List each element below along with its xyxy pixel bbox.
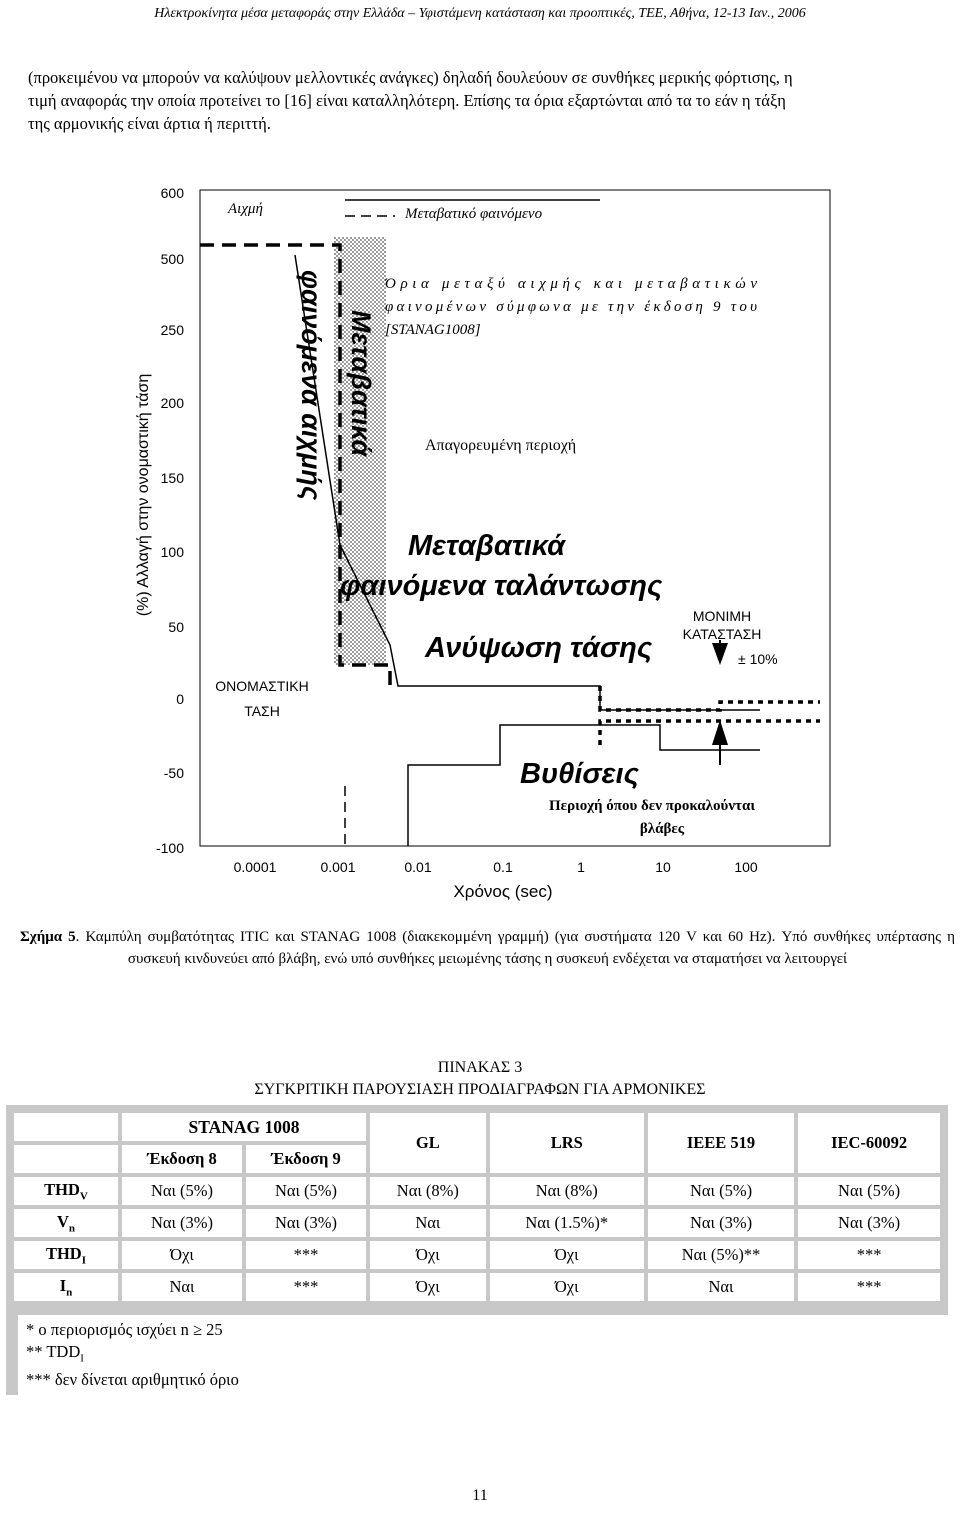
no-damage-line1: Περιοχή όπου δεν προκαλούνται bbox=[549, 798, 755, 814]
spec-table-container bbox=[6, 1105, 948, 1395]
footnote: ** $TDD_I$ bbox=[26, 1342, 84, 1365]
itic-curve-figure bbox=[0, 175, 960, 905]
steady-up-arrow-icon bbox=[712, 720, 728, 745]
column-header: IEC-60092 bbox=[798, 1113, 940, 1173]
table-cell: Όχι bbox=[490, 1241, 644, 1269]
y-tick: 50 bbox=[168, 619, 184, 635]
table-cell: Ναι (3%) bbox=[122, 1209, 242, 1237]
steady-state-line2: ΚΑΤΑΣΤΑΣΗ bbox=[682, 626, 762, 642]
caption-text: . Καμπύλη συμβατότητας ITIC και STANAG 1008 (διακεκομμένη γραμμή) (για συστήματα 120 V και 60 Hz). Υπό συνθήκες υπέρτασης η συσκευή κινδυνεύει από βλάβη, ενώ υπό συνθήκες μειωμένης τάσης η συσκευή ενδέχεται να σταματήσει να λειτουργεί bbox=[75, 929, 955, 967]
table-cell: Ναι (8%) bbox=[370, 1177, 486, 1205]
body-paragraph bbox=[28, 66, 940, 135]
table-cell: Όχι bbox=[122, 1241, 242, 1269]
y-tick: 100 bbox=[160, 544, 184, 560]
y-axis-label: (%) Αλλαγή στην ονομαστική τάση bbox=[135, 373, 152, 617]
table-cell: Ναι (5%)** bbox=[648, 1241, 794, 1269]
y-tick: 200 bbox=[160, 395, 184, 411]
stanag-lower-dashed bbox=[600, 686, 820, 710]
y-tick: -100 bbox=[155, 840, 184, 856]
table-cell: *** bbox=[246, 1273, 366, 1301]
x-tick: 100 bbox=[734, 859, 758, 875]
limits-note-line: [STANAG1008] bbox=[385, 322, 481, 338]
legend-transient-label: Μεταβατικό φαινόμενο bbox=[405, 206, 543, 222]
corner-cell bbox=[14, 1113, 118, 1141]
table-row bbox=[14, 1177, 940, 1205]
tolerance-label: ± 10% bbox=[738, 651, 778, 667]
table-cell: Ναι (3%) bbox=[246, 1209, 366, 1237]
table-cell: Ναι (8%) bbox=[490, 1177, 644, 1205]
limits-note-line: Όρια μεταξύ αιχμής και μεταβατικών bbox=[385, 276, 757, 292]
y-tick: -50 bbox=[163, 765, 184, 781]
running-header: Ηλεκτροκίνητα μέσα μεταφοράς στην Ελλάδα – Υφιστάμενη κατάσταση και προοπτικές, ΤΕΕ, Αθήνα, 12-13 Ιαν., 2006 bbox=[154, 6, 806, 21]
steady-state-line1: ΜΟΝΙΜΗ bbox=[692, 608, 752, 624]
column-header: IEEE 519 bbox=[648, 1113, 794, 1173]
x-tick: 0.001 bbox=[320, 859, 356, 875]
table-row bbox=[14, 1241, 940, 1269]
column-header: LRS bbox=[490, 1113, 644, 1173]
y-tick: 500 bbox=[160, 251, 184, 267]
row-label: $I_n$ bbox=[14, 1273, 118, 1301]
table-row bbox=[14, 1209, 940, 1237]
x-tick: 1 bbox=[577, 859, 585, 875]
table-cell: *** bbox=[798, 1241, 940, 1269]
y-tick: 600 bbox=[160, 185, 184, 201]
osc-label-line2: φαινόμενα ταλάντωσης bbox=[340, 570, 663, 602]
table-row bbox=[14, 1273, 940, 1301]
table-cell: Όχι bbox=[370, 1241, 486, 1269]
table-cell: Ναι (1.5%)* bbox=[490, 1209, 644, 1237]
stanag-header: STANAG 1008 bbox=[122, 1113, 366, 1141]
table-cell: Ναι bbox=[122, 1273, 242, 1301]
y-axis-ticks bbox=[156, 185, 184, 856]
y-tick: 0 bbox=[176, 691, 184, 707]
table-cell: *** bbox=[246, 1241, 366, 1269]
table-cell: Όχι bbox=[490, 1273, 644, 1301]
table-cell: Ναι (5%) bbox=[798, 1177, 940, 1205]
spec-table bbox=[10, 1109, 944, 1305]
swell-label: Ανύψωση τάσης bbox=[425, 632, 653, 664]
row-label: $V_n$ bbox=[14, 1209, 118, 1237]
table-footnotes bbox=[18, 1315, 952, 1395]
table-cell: Ναι (5%) bbox=[246, 1177, 366, 1205]
table-cell: Ναι bbox=[648, 1273, 794, 1301]
forbidden-region-label: Απαγορευμένη περιοχή bbox=[425, 437, 577, 454]
table-title bbox=[0, 1057, 960, 1101]
corner-cell bbox=[14, 1145, 118, 1173]
figure-caption bbox=[20, 926, 955, 970]
table-cell: *** bbox=[798, 1273, 940, 1301]
y-tick: 250 bbox=[160, 322, 184, 338]
steady-down-arrow-icon bbox=[712, 643, 728, 665]
edition-header: Έκδοση 9 bbox=[246, 1145, 366, 1173]
x-tick: 0.0001 bbox=[233, 859, 277, 875]
limits-note-line: φαινομένων σύμφωνα με την έκδοση 9 του bbox=[385, 299, 758, 315]
x-tick: 0.1 bbox=[493, 859, 513, 875]
table-cell: Ναι (3%) bbox=[798, 1209, 940, 1237]
table-cell: Ναι (5%) bbox=[122, 1177, 242, 1205]
nominal-line1: ΟΝΟΜΑΣΤΙΚΗ bbox=[215, 678, 309, 694]
no-damage-line2: βλάβες bbox=[639, 821, 685, 837]
x-axis-ticks bbox=[234, 859, 758, 875]
edition-header: Έκδοση 8 bbox=[122, 1145, 242, 1173]
paragraph-line: τιμή αναφοράς την οποία προτείνει το [16] είναι καταλληλότερη. Επίσης τα όρια εξαρτώνται από τα το εάν η τάξη bbox=[28, 91, 786, 110]
table-cell: Ναι (3%) bbox=[648, 1209, 794, 1237]
footnote: *** δεν δίνεται αριθμητικό όριο bbox=[26, 1370, 239, 1390]
row-label: $THD_V$ bbox=[14, 1177, 118, 1205]
vertical-transient-label: Μεταβατικά bbox=[346, 310, 376, 457]
osc-label-line1: Μεταβατικά bbox=[408, 530, 566, 562]
row-label: $THD_I$ bbox=[14, 1241, 118, 1269]
legend-peak-label: Αιχμή bbox=[228, 201, 263, 217]
nominal-line2: ΤΑΣΗ bbox=[244, 703, 280, 719]
page-number: 11 bbox=[472, 1487, 488, 1504]
x-axis-label: Χρόνος (sec) bbox=[453, 882, 553, 901]
table-cell: Ναι (5%) bbox=[648, 1177, 794, 1205]
table-cell: Όχι bbox=[370, 1273, 486, 1301]
paragraph-line: (προκειμένου να μπορούν να καλύψουν μελλοντικές ανάγκες) δηλαδή δουλεύουν σε συνθήκες μερικής φόρτισης, η bbox=[28, 68, 793, 87]
table-title-line2: ΣΥΓΚΡΙΤΙΚΗ ΠΑΡΟΥΣΙΑΣΗ ΠΡΟΔΙΑΓΡΑΦΩΝ ΓΙΑ ΑΡΜΟΝΙΚΕΣ bbox=[254, 1081, 706, 1098]
footnote: * ο περιορισμός ισχύει n ≥ 25 bbox=[26, 1320, 223, 1339]
sags-label: Βυθίσεις bbox=[520, 758, 639, 790]
x-tick: 10 bbox=[655, 859, 671, 875]
x-tick: 0.01 bbox=[404, 859, 432, 875]
table-cell: Ναι bbox=[370, 1209, 486, 1237]
paragraph-line: της αρμονικής είναι άρτια ή περιττή. bbox=[28, 114, 271, 133]
column-header: GL bbox=[370, 1113, 486, 1173]
table-title-line1: ΠΙΝΑΚΑΣ 3 bbox=[437, 1059, 523, 1076]
caption-label: Σχήμα 5 bbox=[20, 929, 76, 945]
y-tick: 150 bbox=[160, 470, 184, 486]
vertical-peak-label: φαινόμενα αιχμής bbox=[296, 270, 326, 501]
